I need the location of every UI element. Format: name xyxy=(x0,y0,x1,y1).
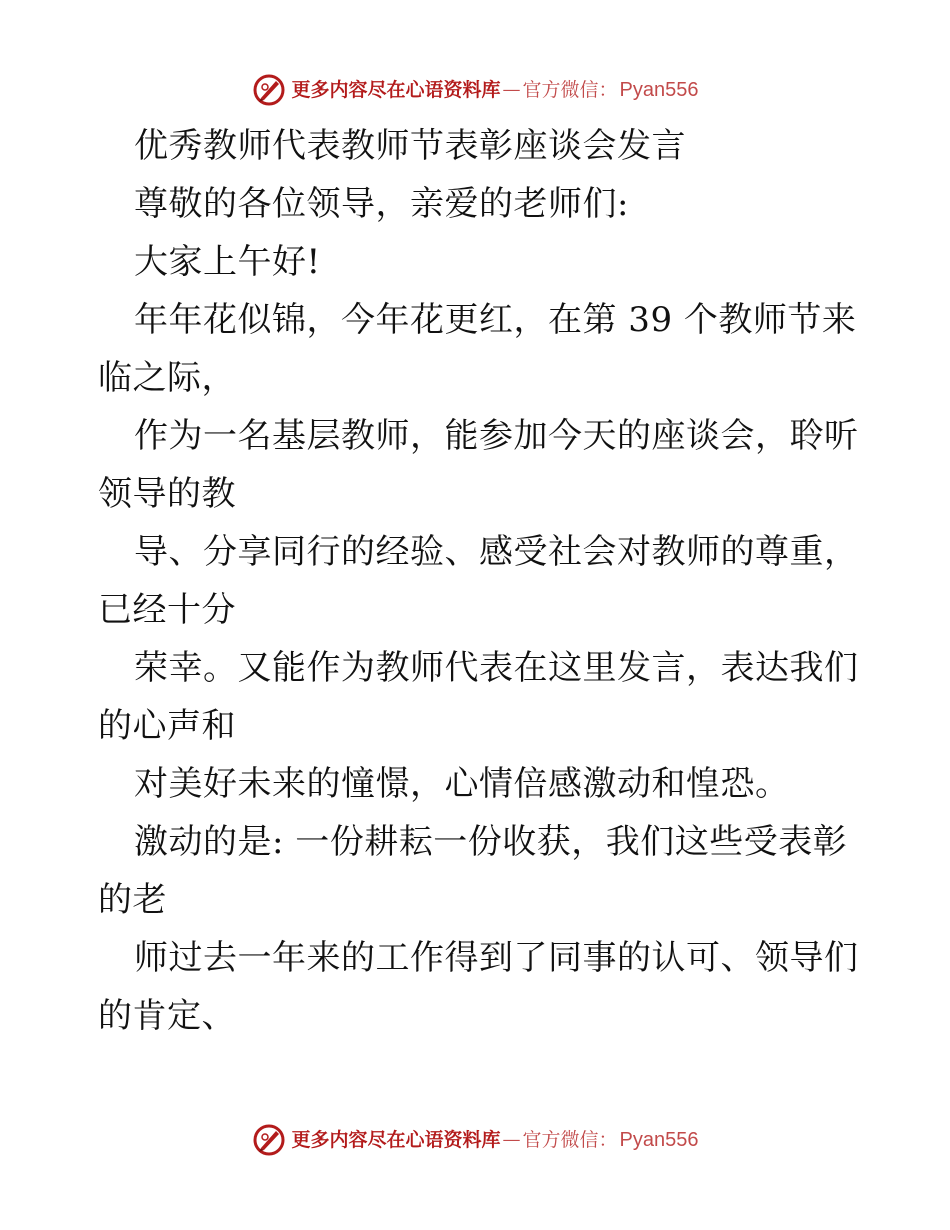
quill-pen-logo-icon xyxy=(252,1123,286,1157)
text-line: 领导的教 xyxy=(98,474,236,514)
text-line: 导、分享同行的经验、感受社会对教师的尊重， xyxy=(134,532,859,572)
footer-watermark xyxy=(0,1120,950,1160)
text-line: 的老 xyxy=(98,880,167,920)
text-line: 对美好未来的憧憬，心情倍感激动和惶恐。 xyxy=(134,764,790,804)
document-title: 优秀教师代表教师节表彰座谈会发言 xyxy=(134,126,686,166)
watermark-dash: — xyxy=(502,1129,521,1150)
document-body xyxy=(98,117,858,1045)
text-line: 作为一名基层教师，能参加今天的座谈会，聆听 xyxy=(134,416,859,456)
text-line: 荣幸。又能作为教师代表在这里发言，表达我们 xyxy=(134,648,859,688)
watermark-site-name: 更多内容尽在心语资料库 xyxy=(291,1128,501,1151)
text-line: 师过去一年来的工作得到了同事的认可、领导们 xyxy=(134,938,859,978)
text-line: 尊敬的各位领导，亲爱的老师们: xyxy=(134,184,629,224)
watermark-site-name: 更多内容尽在心语资料库 xyxy=(291,78,501,101)
watermark-text xyxy=(292,1130,699,1150)
text-line: 的心声和 xyxy=(98,706,236,746)
text-line: 临之际， xyxy=(98,358,236,398)
watermark-wechat-label: 官方微信： xyxy=(522,1128,618,1151)
watermark-text xyxy=(292,80,699,100)
watermark-dash: — xyxy=(502,79,521,100)
quill-pen-logo-icon xyxy=(252,73,286,107)
text-line: 已经十分 xyxy=(98,590,236,630)
watermark-wechat-label: 官方微信： xyxy=(522,78,618,101)
watermark-wechat-id: Pyan556 xyxy=(619,1129,699,1151)
text-line: 大家上午好! xyxy=(134,242,321,282)
text-line: 激动的是: 一份耕耘一份收获，我们这些受表彰 xyxy=(134,822,848,862)
text-line: 年年花似锦，今年花更红，在第 39 个教师节来 xyxy=(134,300,857,340)
header-watermark xyxy=(0,70,950,110)
watermark-wechat-id: Pyan556 xyxy=(619,79,699,101)
text-line: 的肯定、 xyxy=(98,996,236,1036)
